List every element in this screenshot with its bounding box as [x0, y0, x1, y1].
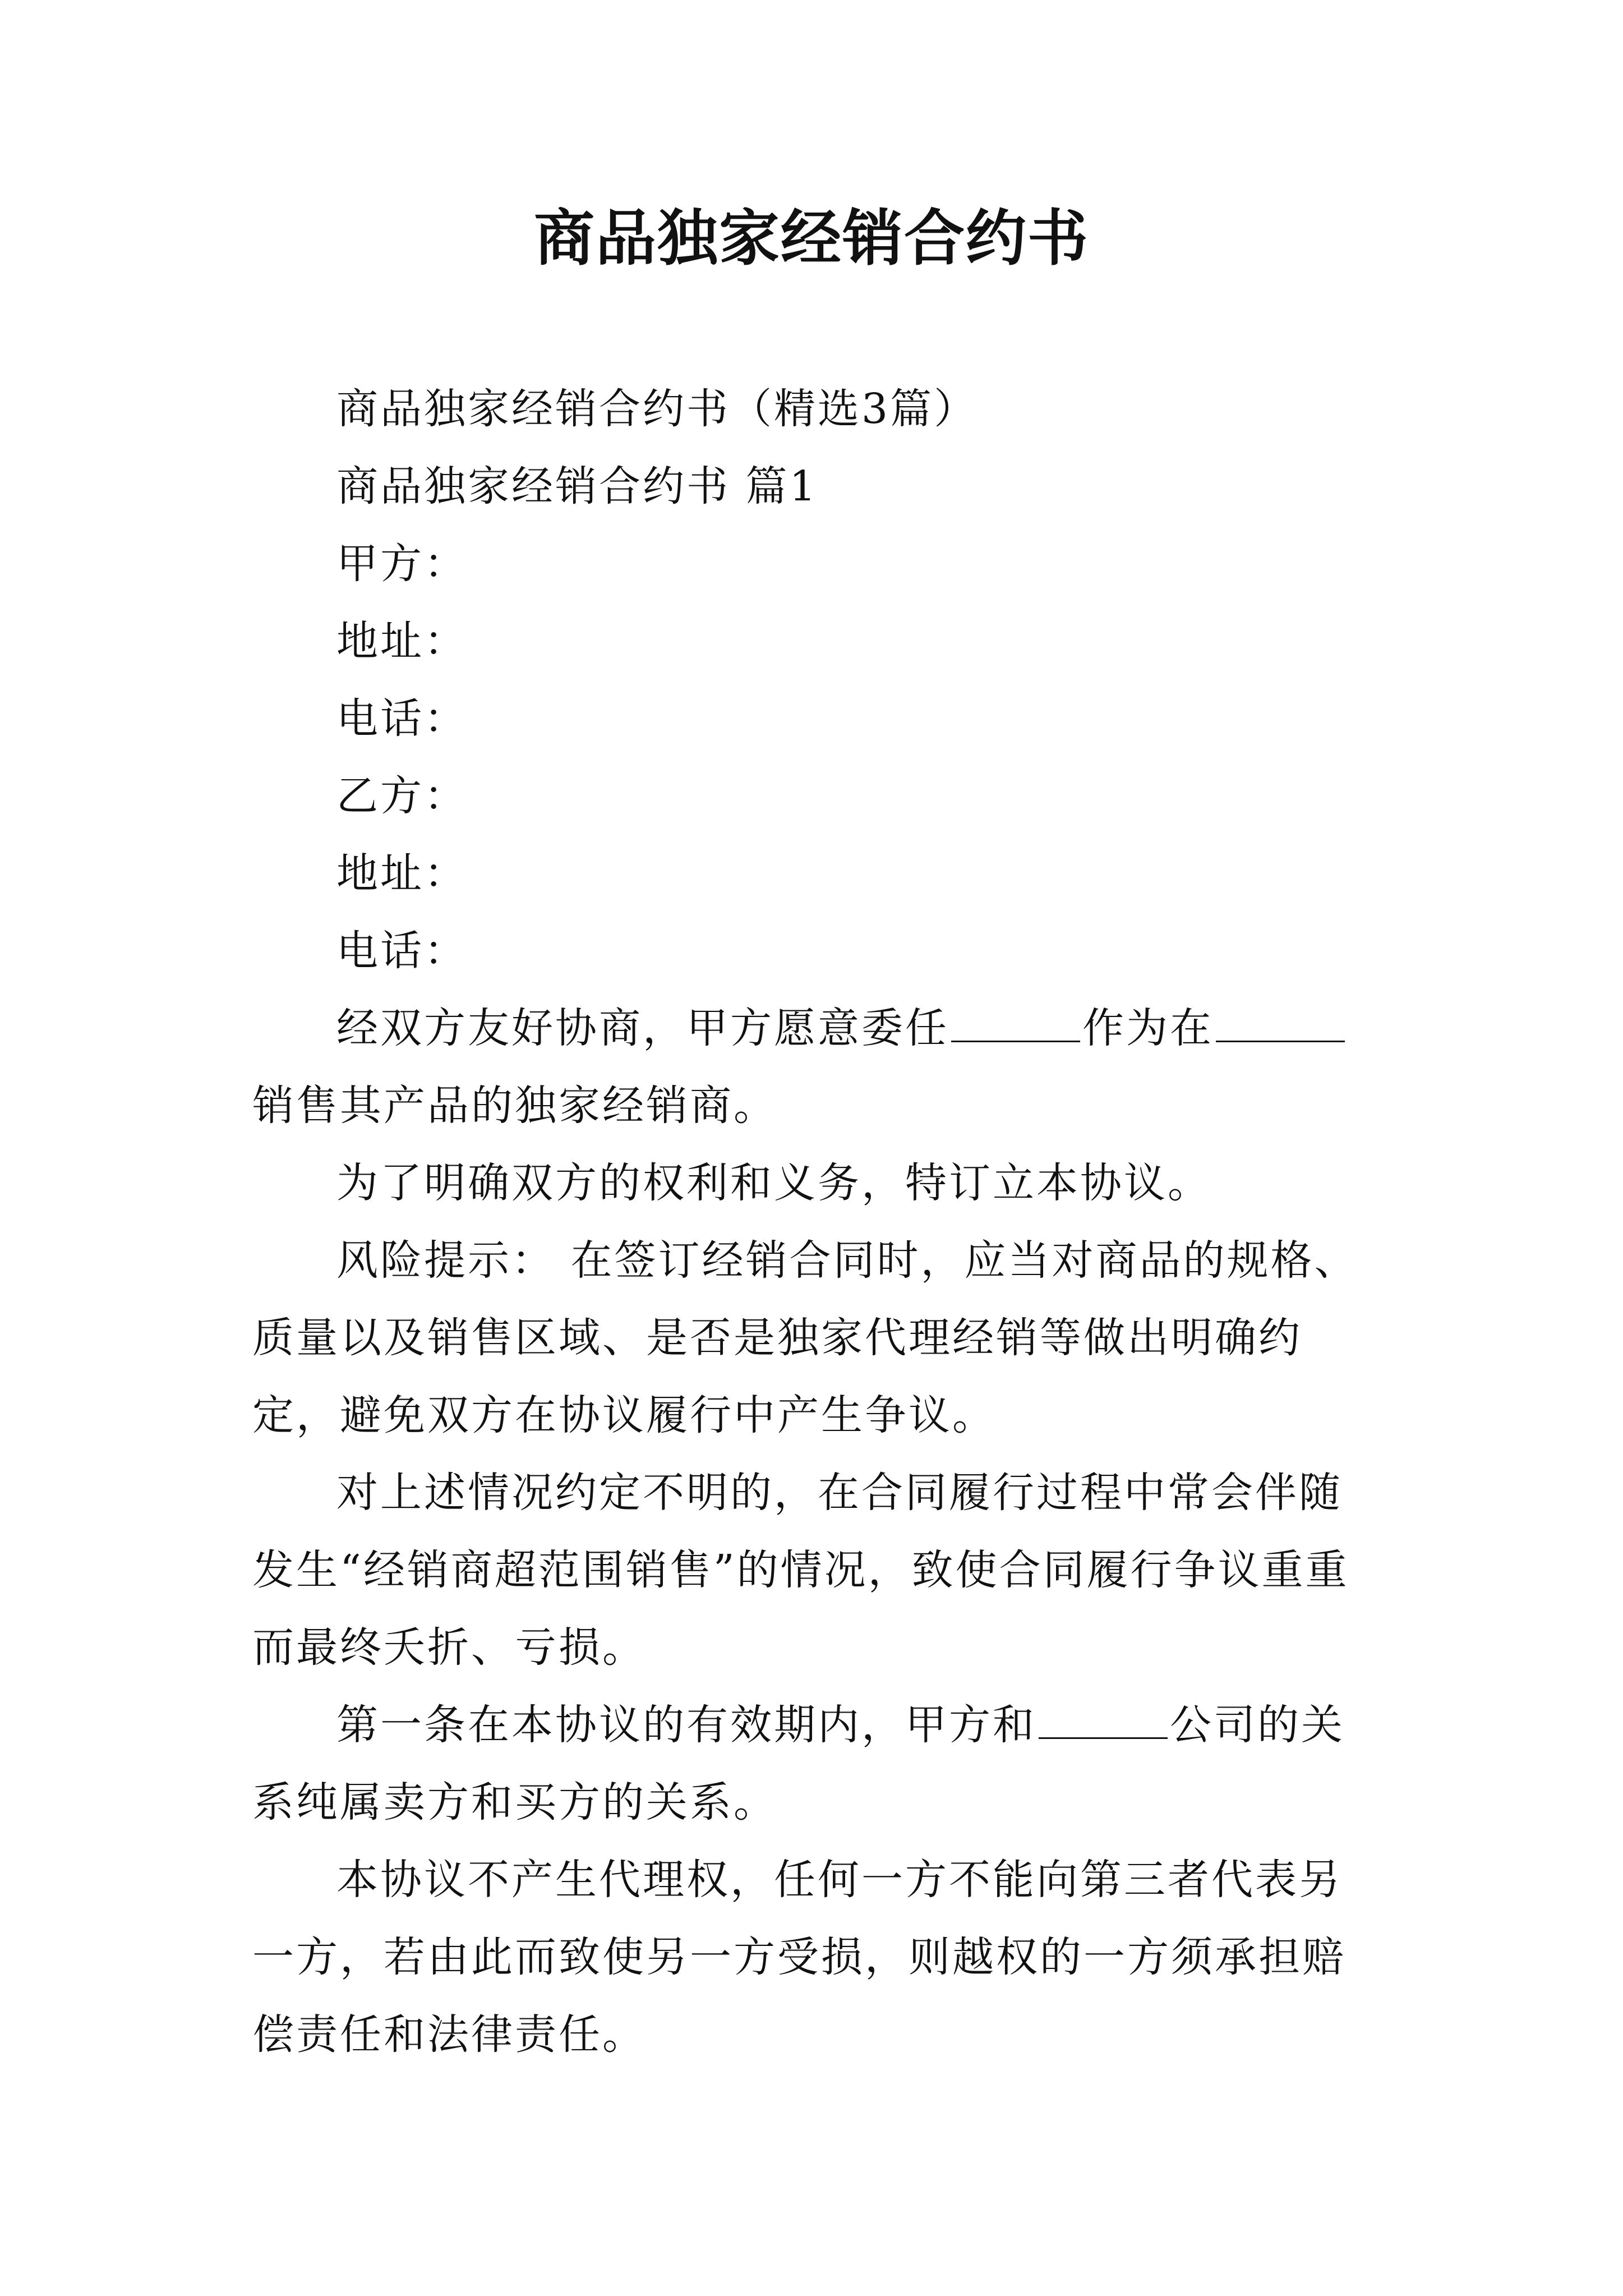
purpose-paragraph: 为了明确双方的权利和义务，特订立本协议。: [336, 1159, 1211, 1207]
document-body: [252, 370, 1385, 2073]
intro-text-3: 销售其产品的独家经销商。: [252, 1082, 777, 1130]
party-b-address: 地址：: [336, 849, 468, 898]
article1-text-1: 第一条在本协议的有效期内，甲方和: [336, 1701, 1036, 1749]
fill-blank: [951, 1006, 1080, 1042]
intro-text-2: 作为在: [1082, 1004, 1214, 1052]
document-title: 商品独家经销合约书: [533, 203, 1089, 274]
intro-paragraph: [252, 990, 1385, 1144]
party-a-address: 地址：: [336, 617, 468, 665]
party-b-phone: 电话：: [336, 927, 468, 975]
agency-paragraph: 本协议不产生代理权，任何一方不能向第三者代表另一方，若由此而致使另一方受损，则越权的一方须承担赔偿责任和法律责任。: [252, 1856, 1346, 2059]
section-heading: 商品独家经销合约书 篇1: [336, 462, 818, 510]
fill-blank: [1039, 1703, 1168, 1739]
article1-paragraph: [252, 1686, 1385, 1841]
intro-text-1: 经双方友好协商，甲方愿意委任: [336, 1004, 949, 1052]
unclear-paragraph: 对上述情况约定不明的，在合同履行过程中常会伴随发生“经销商超范围销售”的情况，致使合同履行争议重重而最终夭折、亏损。: [252, 1469, 1349, 1672]
party-a-label: 甲方：: [336, 540, 468, 588]
article1-text-2: 公司的关系纯属卖方和买方的关系。: [252, 1701, 1345, 1826]
party-b-label: 乙方：: [336, 772, 468, 820]
risk-paragraph: 风险提示： 在签订经销合同时，应当对商品的规格、质量以及销售区域、是否是独家代理经销等做出明确约定，避免双方在协议履行中产生争议。: [252, 1236, 1358, 1439]
document-subtitle: 商品独家经销合约书（精选3篇）: [336, 385, 978, 433]
fill-blank: [1216, 1006, 1345, 1042]
party-a-phone: 电话：: [336, 694, 468, 743]
